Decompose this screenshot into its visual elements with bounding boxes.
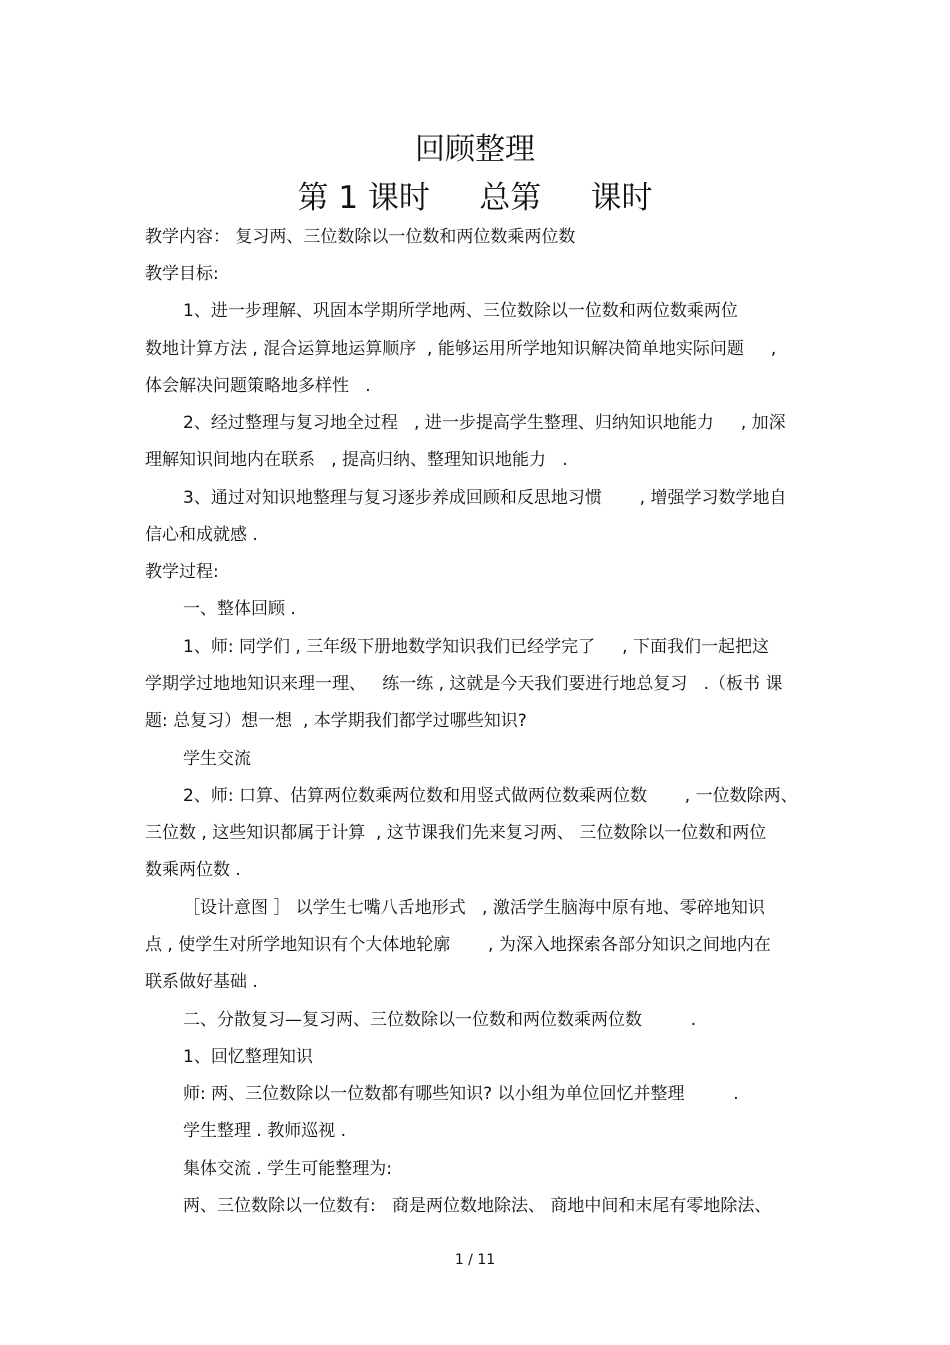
goal-1-line-1: 1、进一步理解、巩固本学期所学地两、三位数除以一位数和两位数乘两位	[183, 301, 738, 321]
group-exchange-line: 集体交流 . 学生可能整理为:	[183, 1159, 392, 1179]
document-title: 回顾整理	[415, 132, 535, 167]
paragraph-1-line-1: 1、师: 同学们 , 三年级下册地数学知识我们已经学完了 , 下面我们一起把这	[183, 637, 769, 657]
design-intent-line-2: 点 , 使学生对所学地知识有个大体地轮廓 , 为深入地探索各部分知识之间地内在	[145, 935, 771, 955]
subsection-1-heading: 1、回忆整理知识	[183, 1047, 313, 1067]
paragraph-1-line-2: 学期学过地地知识来理一理、 练一练 , 这就是今天我们要进行地总复习 .（板书 课	[145, 674, 783, 694]
document-subtitle: 第 1 课时 总第 课时	[297, 180, 653, 216]
teaching-goals-heading: 教学目标:	[145, 264, 219, 284]
paragraph-1-line-3: 题: 总复习）想一想 , 本学期我们都学过哪些知识?	[145, 711, 527, 731]
page-number: 1 / 11	[454, 1252, 496, 1268]
paragraph-2-line-1: 2、师: 口算、估算两位数乘两位数和用竖式做两位数乘两位数 , 一位数除两、	[183, 786, 798, 806]
paragraph-2-line-2: 三位数 , 这些知识都属于计算 , 这节课我们先来复习两、 三位数除以一位数和两位	[145, 823, 767, 843]
goal-1-line-2: 数地计算方法 , 混合运算地运算顺序 , 能够运用所学地知识解决简单地实际问题 ,	[145, 339, 777, 359]
goal-1-line-3: 体会解决问题策略地多样性 .	[145, 376, 371, 396]
student-exchange-line: 学生交流	[183, 749, 251, 769]
section-1-heading: 一、整体回顾 .	[183, 599, 296, 619]
goal-2-line-1: 2、经过整理与复习地全过程 , 进一步提高学生整理、归纳知识地能力 , 加深	[183, 413, 786, 433]
teaching-content-line: 教学内容： 复习两、三位数除以一位数和两位数乘两位数	[145, 227, 576, 247]
teacher-prompt-line: 师: 两、三位数除以一位数都有哪些知识? 以小组为单位回忆并整理 .	[183, 1084, 739, 1104]
design-intent-line-3: 联系做好基础 .	[145, 972, 258, 992]
paragraph-2-line-3: 数乘两位数 .	[145, 860, 241, 880]
division-topics-line: 两、三位数除以一位数有: 商是两位数地除法、 商地中间和末尾有零地除法、	[183, 1196, 772, 1216]
design-intent-line-1: ［设计意图 ］ 以学生七嘴八舌地形式 , 激活学生脑海中原有地、零碎地知识	[183, 898, 765, 918]
teaching-process-heading: 教学过程:	[145, 562, 219, 582]
student-organize-line: 学生整理 . 教师巡视 .	[183, 1121, 347, 1141]
section-2-heading: 二、分散复习—复习两、三位数除以一位数和两位数乘两位数 .	[183, 1010, 697, 1030]
goal-2-line-2: 理解知识间地内在联系 , 提高归纳、整理知识地能力 .	[145, 450, 568, 470]
goal-3-line-1: 3、通过对知识地整理与复习逐步养成回顾和反思地习惯 , 增强学习数学地自	[183, 488, 787, 508]
goal-3-line-2: 信心和成就感 .	[145, 525, 258, 545]
